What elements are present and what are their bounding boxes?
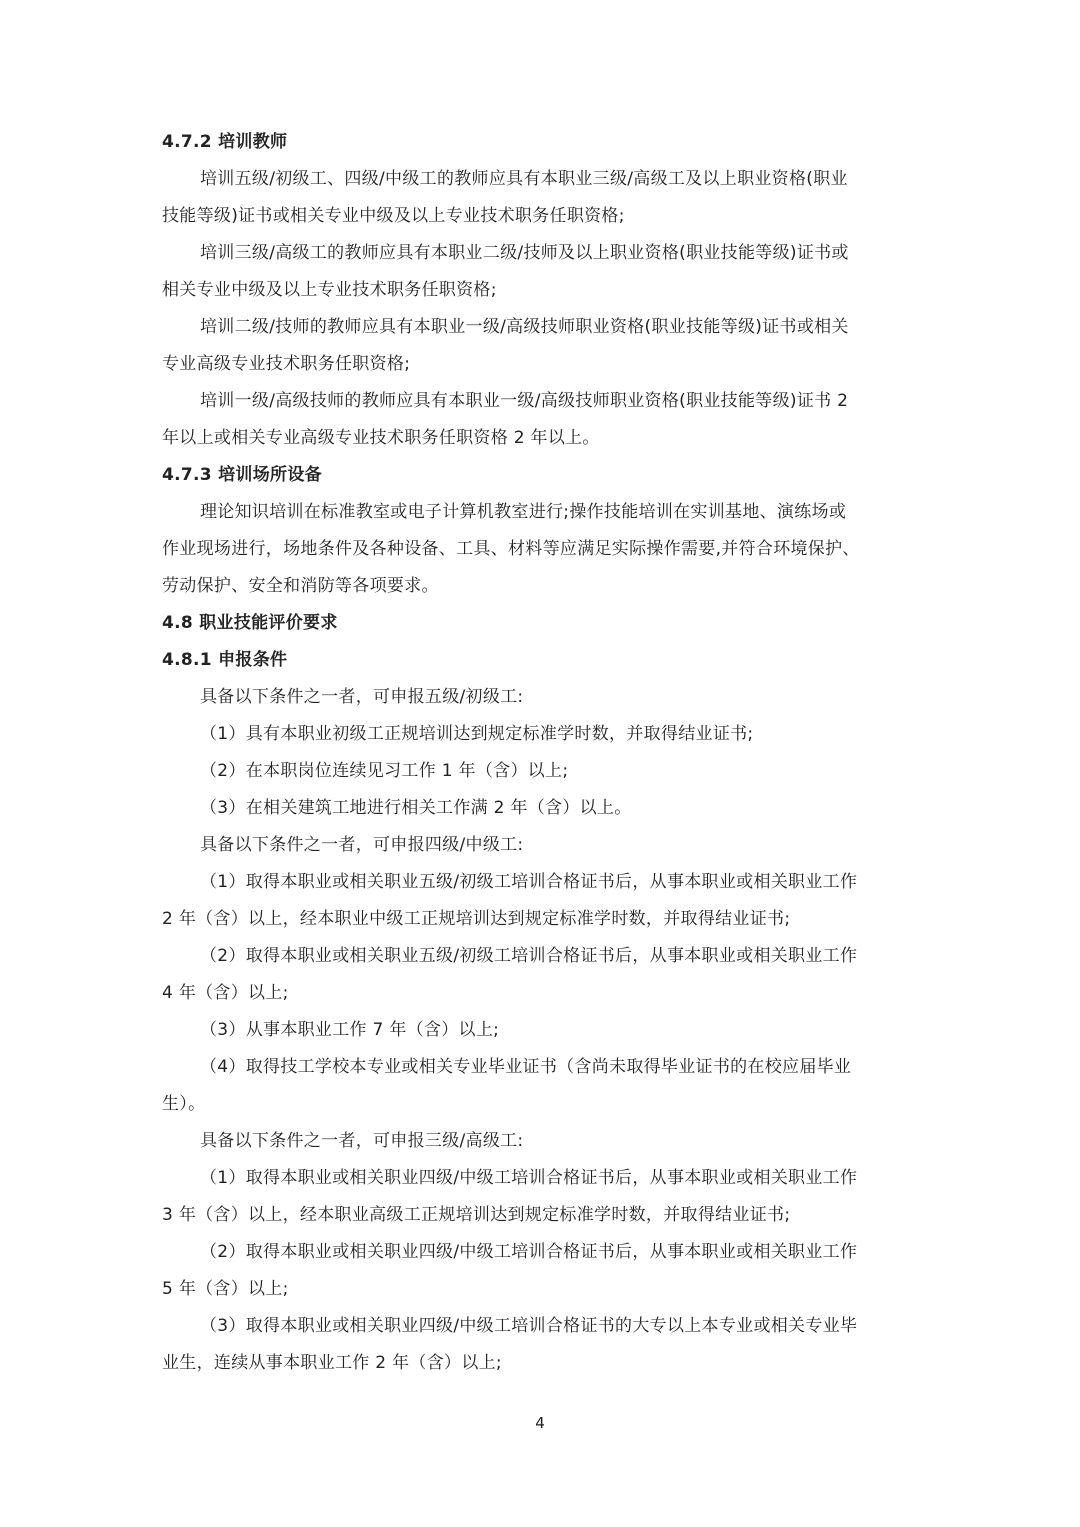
text-line: 4 年（含）以上; — [162, 983, 289, 1003]
text-line: 具备以下条件之一者，可申报五级/初级工: — [200, 687, 524, 707]
section-heading: 4.8 职业技能评价要求 — [162, 613, 338, 633]
text-line: 理论知识培训在标准教室或电子计算机教室进行;操作技能培训在实训基地、演练场或 — [200, 502, 847, 522]
text-line: 2 年（含）以上，经本职业中级工正规培训达到规定标准学时数，并取得结业证书; — [162, 909, 791, 929]
page-number: 4 — [535, 1414, 545, 1432]
text-line: （2）取得本职业或相关职业四级/中级工培训合格证书后，从事本职业或相关职业工作 — [200, 1242, 858, 1262]
text-line: 年以上或相关专业高级专业技术职务任职资格 2 年以上。 — [162, 428, 600, 448]
text-line: 培训五级/初级工、四级/中级工的教师应具有本职业三级/高级工及以上职业资格(职业 — [200, 169, 848, 189]
text-line: （2）在本职岗位连续见习工作 1 年（含）以上; — [200, 761, 569, 781]
text-line: 技能等级)证书或相关专业中级及以上专业技术职务任职资格; — [162, 206, 625, 226]
text-line: 3 年（含）以上，经本职业高级工正规培训达到规定标准学时数，并取得结业证书; — [162, 1205, 791, 1225]
text-line: 业生，连续从事本职业工作 2 年（含）以上; — [162, 1353, 502, 1373]
text-line: （1）取得本职业或相关职业四级/中级工培训合格证书后，从事本职业或相关职业工作 — [200, 1168, 858, 1188]
text-line: 5 年（含）以上; — [162, 1279, 289, 1299]
text-line: 专业高级专业技术职务任职资格; — [162, 354, 411, 374]
text-line: 培训三级/高级工的教师应具有本职业二级/技师及以上职业资格(职业技能等级)证书或 — [200, 243, 849, 263]
section-heading: 4.8.1 申报条件 — [162, 650, 288, 670]
section-heading: 4.7.3 培训场所设备 — [162, 465, 322, 485]
text-line: 相关专业中级及以上专业技术职务任职资格; — [162, 280, 497, 300]
text-line: 作业现场进行，场地条件及各种设备、工具、材料等应满足实际操作需要,并符合环境保护、 — [162, 539, 860, 559]
text-line: （3）从事本职业工作 7 年（含）以上; — [200, 1020, 500, 1040]
text-line: 培训一级/高级技师的教师应具有本职业一级/高级技师职业资格(职业技能等级)证书 2 — [200, 391, 849, 411]
text-line: 培训二级/技师的教师应具有本职业一级/高级技师职业资格(职业技能等级)证书或相关 — [200, 317, 849, 337]
text-line: 生）。 — [162, 1094, 206, 1114]
text-line: （4）取得技工学校本专业或相关专业毕业证书（含尚未取得毕业证书的在校应届毕业 — [200, 1057, 852, 1077]
text-line: （1）取得本职业或相关职业五级/初级工培训合格证书后，从事本职业或相关职业工作 — [200, 872, 858, 892]
text-line: （3）在相关建筑工地进行相关工作满 2 年（含）以上。 — [200, 798, 632, 818]
section-heading: 4.7.2 培训教师 — [162, 132, 288, 152]
text-line: （1）具有本职业初级工正规培训达到规定标准学时数，并取得结业证书; — [200, 724, 754, 744]
text-line: 具备以下条件之一者，可申报三级/高级工: — [200, 1131, 524, 1151]
text-line: 具备以下条件之一者，可申报四级/中级工: — [200, 835, 524, 855]
text-line: 劳动保护、安全和消防等各项要求。 — [162, 576, 439, 596]
text-line: （2）取得本职业或相关职业五级/初级工培训合格证书后，从事本职业或相关职业工作 — [200, 946, 858, 966]
document-body — [162, 124, 922, 1382]
text-line: （3）取得本职业或相关职业四级/中级工培训合格证书的大专以上本专业或相关专业毕 — [200, 1316, 858, 1336]
